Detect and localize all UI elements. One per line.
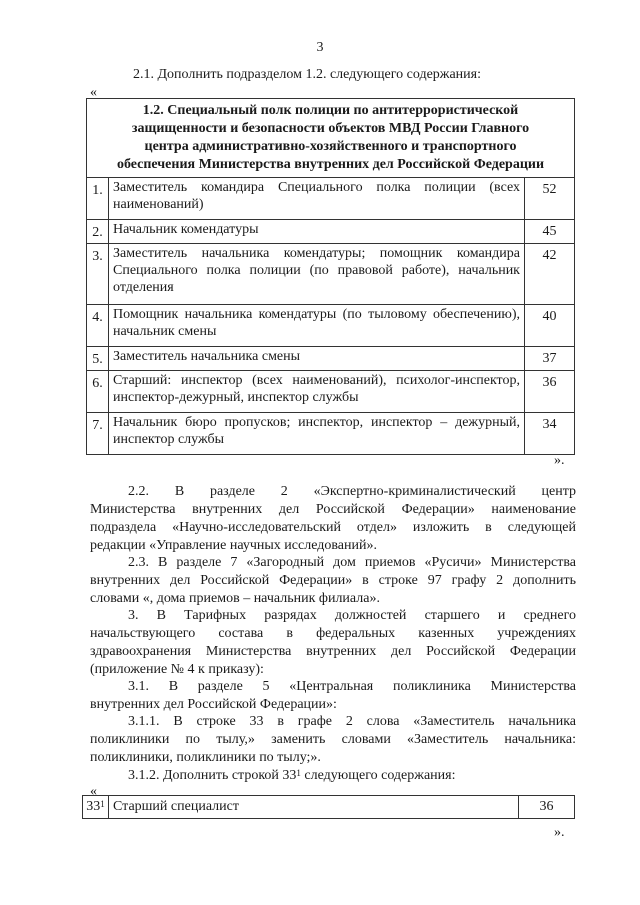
table-row	[87, 371, 575, 413]
para-line: (приложение № 4 к приказу):	[90, 662, 264, 677]
table-row	[87, 305, 575, 347]
positions-table	[86, 98, 575, 455]
row-number: 1.	[87, 178, 109, 220]
page-number: 3	[316, 40, 324, 55]
para-line: 3.1.1. В строке 33 в графе 2 слова «Заместитель начальника	[128, 714, 576, 729]
paragraph-3	[90, 607, 576, 679]
heading-line: 1.2. Специальный полк полиции по антитеррористической	[142, 103, 519, 118]
para-line: 3.1. В разделе 5 «Центральная поликлиника Министерства	[128, 679, 576, 694]
row-position: Заместитель начальника комендатуры; помощник командира Специального полка полиции (по правовой работе), начальник отделения	[109, 244, 525, 305]
quote-open-2: «	[90, 784, 97, 799]
row-grade: 34	[525, 413, 575, 455]
paragraph-3-1-1	[90, 713, 576, 767]
row-grade: 52	[525, 178, 575, 220]
paragraph-3-1-2	[128, 767, 455, 785]
row-number	[83, 796, 109, 819]
para-line: внутренних дел Российской Федерации»:	[90, 697, 337, 712]
para-line: словами «, дома приемов – начальник филиала».	[90, 591, 380, 606]
row-position: Начальник комендатуры	[109, 220, 525, 244]
row-number: 5.	[87, 347, 109, 371]
paragraph-2-3	[90, 554, 576, 608]
heading-line: обеспечения Министерства внутренних дел Российской Федерации	[116, 157, 545, 172]
para-3-1-2-end: следующего содержания:	[300, 768, 456, 783]
para-line: редакции «Управление научных исследований».	[90, 538, 377, 553]
table-heading-row	[87, 99, 575, 178]
row-number: 7.	[87, 413, 109, 455]
row-position: Начальник бюро пропусков; инспектор, инспектор – дежурный, инспектор службы	[109, 413, 525, 455]
table-row	[87, 244, 575, 305]
row-position: Старший: инспектор (всех наименований), психолог-инспектор, инспектор-дежурный, инспектор службы	[109, 371, 525, 413]
paragraph-2-2	[90, 483, 576, 555]
row-33-1-table	[82, 795, 575, 819]
quote-open-1: «	[90, 85, 97, 100]
row-number: 2.	[87, 220, 109, 244]
para-line: 2.2. В разделе 2 «Экспертно-криминалистический центр	[128, 484, 576, 499]
para-line: подраздела «Научно-исследовательский отдел» изложить в следующей	[90, 520, 576, 535]
row-number-main: 33	[86, 799, 101, 814]
table-row	[83, 796, 575, 819]
row-position: Заместитель начальника смены	[109, 347, 525, 371]
row-position: Заместитель командира Специального полка полиции (всех наименований)	[109, 178, 525, 220]
para-line: начальствующего состава в федеральных казенных учреждениях	[90, 626, 576, 641]
row-number-sup: 1	[100, 799, 105, 809]
heading-line: центра административно-хозяйственного и транспортного	[144, 139, 517, 154]
para-line: здравоохранения Министерства внутренних дел Российской Федерации	[90, 644, 576, 659]
row-grade: 42	[525, 244, 575, 305]
para-line: поликлиники, поликлиники по тылу;».	[90, 750, 321, 765]
para-line: 3. В Тарифных разрядах должностей старшего и среднего	[128, 608, 576, 623]
row-position: Старший специалист	[109, 796, 519, 819]
table-row	[87, 347, 575, 371]
table-row	[87, 178, 575, 220]
row-grade: 36	[519, 796, 575, 819]
row-grade: 40	[525, 305, 575, 347]
row-number: 6.	[87, 371, 109, 413]
para-3-1-2-sup: 1	[296, 768, 301, 778]
heading-line: защищенности и безопасности объектов МВД России Главного	[131, 121, 530, 136]
row-grade: 45	[525, 220, 575, 244]
quote-close-2: ».	[554, 825, 565, 840]
para-line: внутренних дел Российской Федерации» в строке 97 графу 2 дополнить	[90, 573, 576, 588]
row-grade: 36	[525, 371, 575, 413]
para-line: 2.3. В разделе 7 «Загородный дом приемов «Русичи» Министерства	[128, 555, 576, 570]
paragraph-3-1	[90, 678, 576, 714]
row-position: Помощник начальника комендатуры (по тыловому обеспечению), начальник смены	[109, 305, 525, 347]
row-number: 3.	[87, 244, 109, 305]
table-row	[87, 413, 575, 455]
table-heading	[87, 99, 575, 178]
para-3-1-2-text: 3.1.2. Дополнить строкой 33	[128, 768, 297, 783]
item-2-1: 2.1. Дополнить подразделом 1.2. следующего содержания:	[133, 67, 481, 82]
row-grade: 37	[525, 347, 575, 371]
para-line: поликлиники по тылу,» заменить словами «Заместитель начальника:	[90, 732, 576, 747]
row-number: 4.	[87, 305, 109, 347]
para-line: Министерства внутренних дел Российской Федерации» наименование	[90, 502, 576, 517]
quote-close-1: ».	[554, 453, 565, 468]
table-row	[87, 220, 575, 244]
